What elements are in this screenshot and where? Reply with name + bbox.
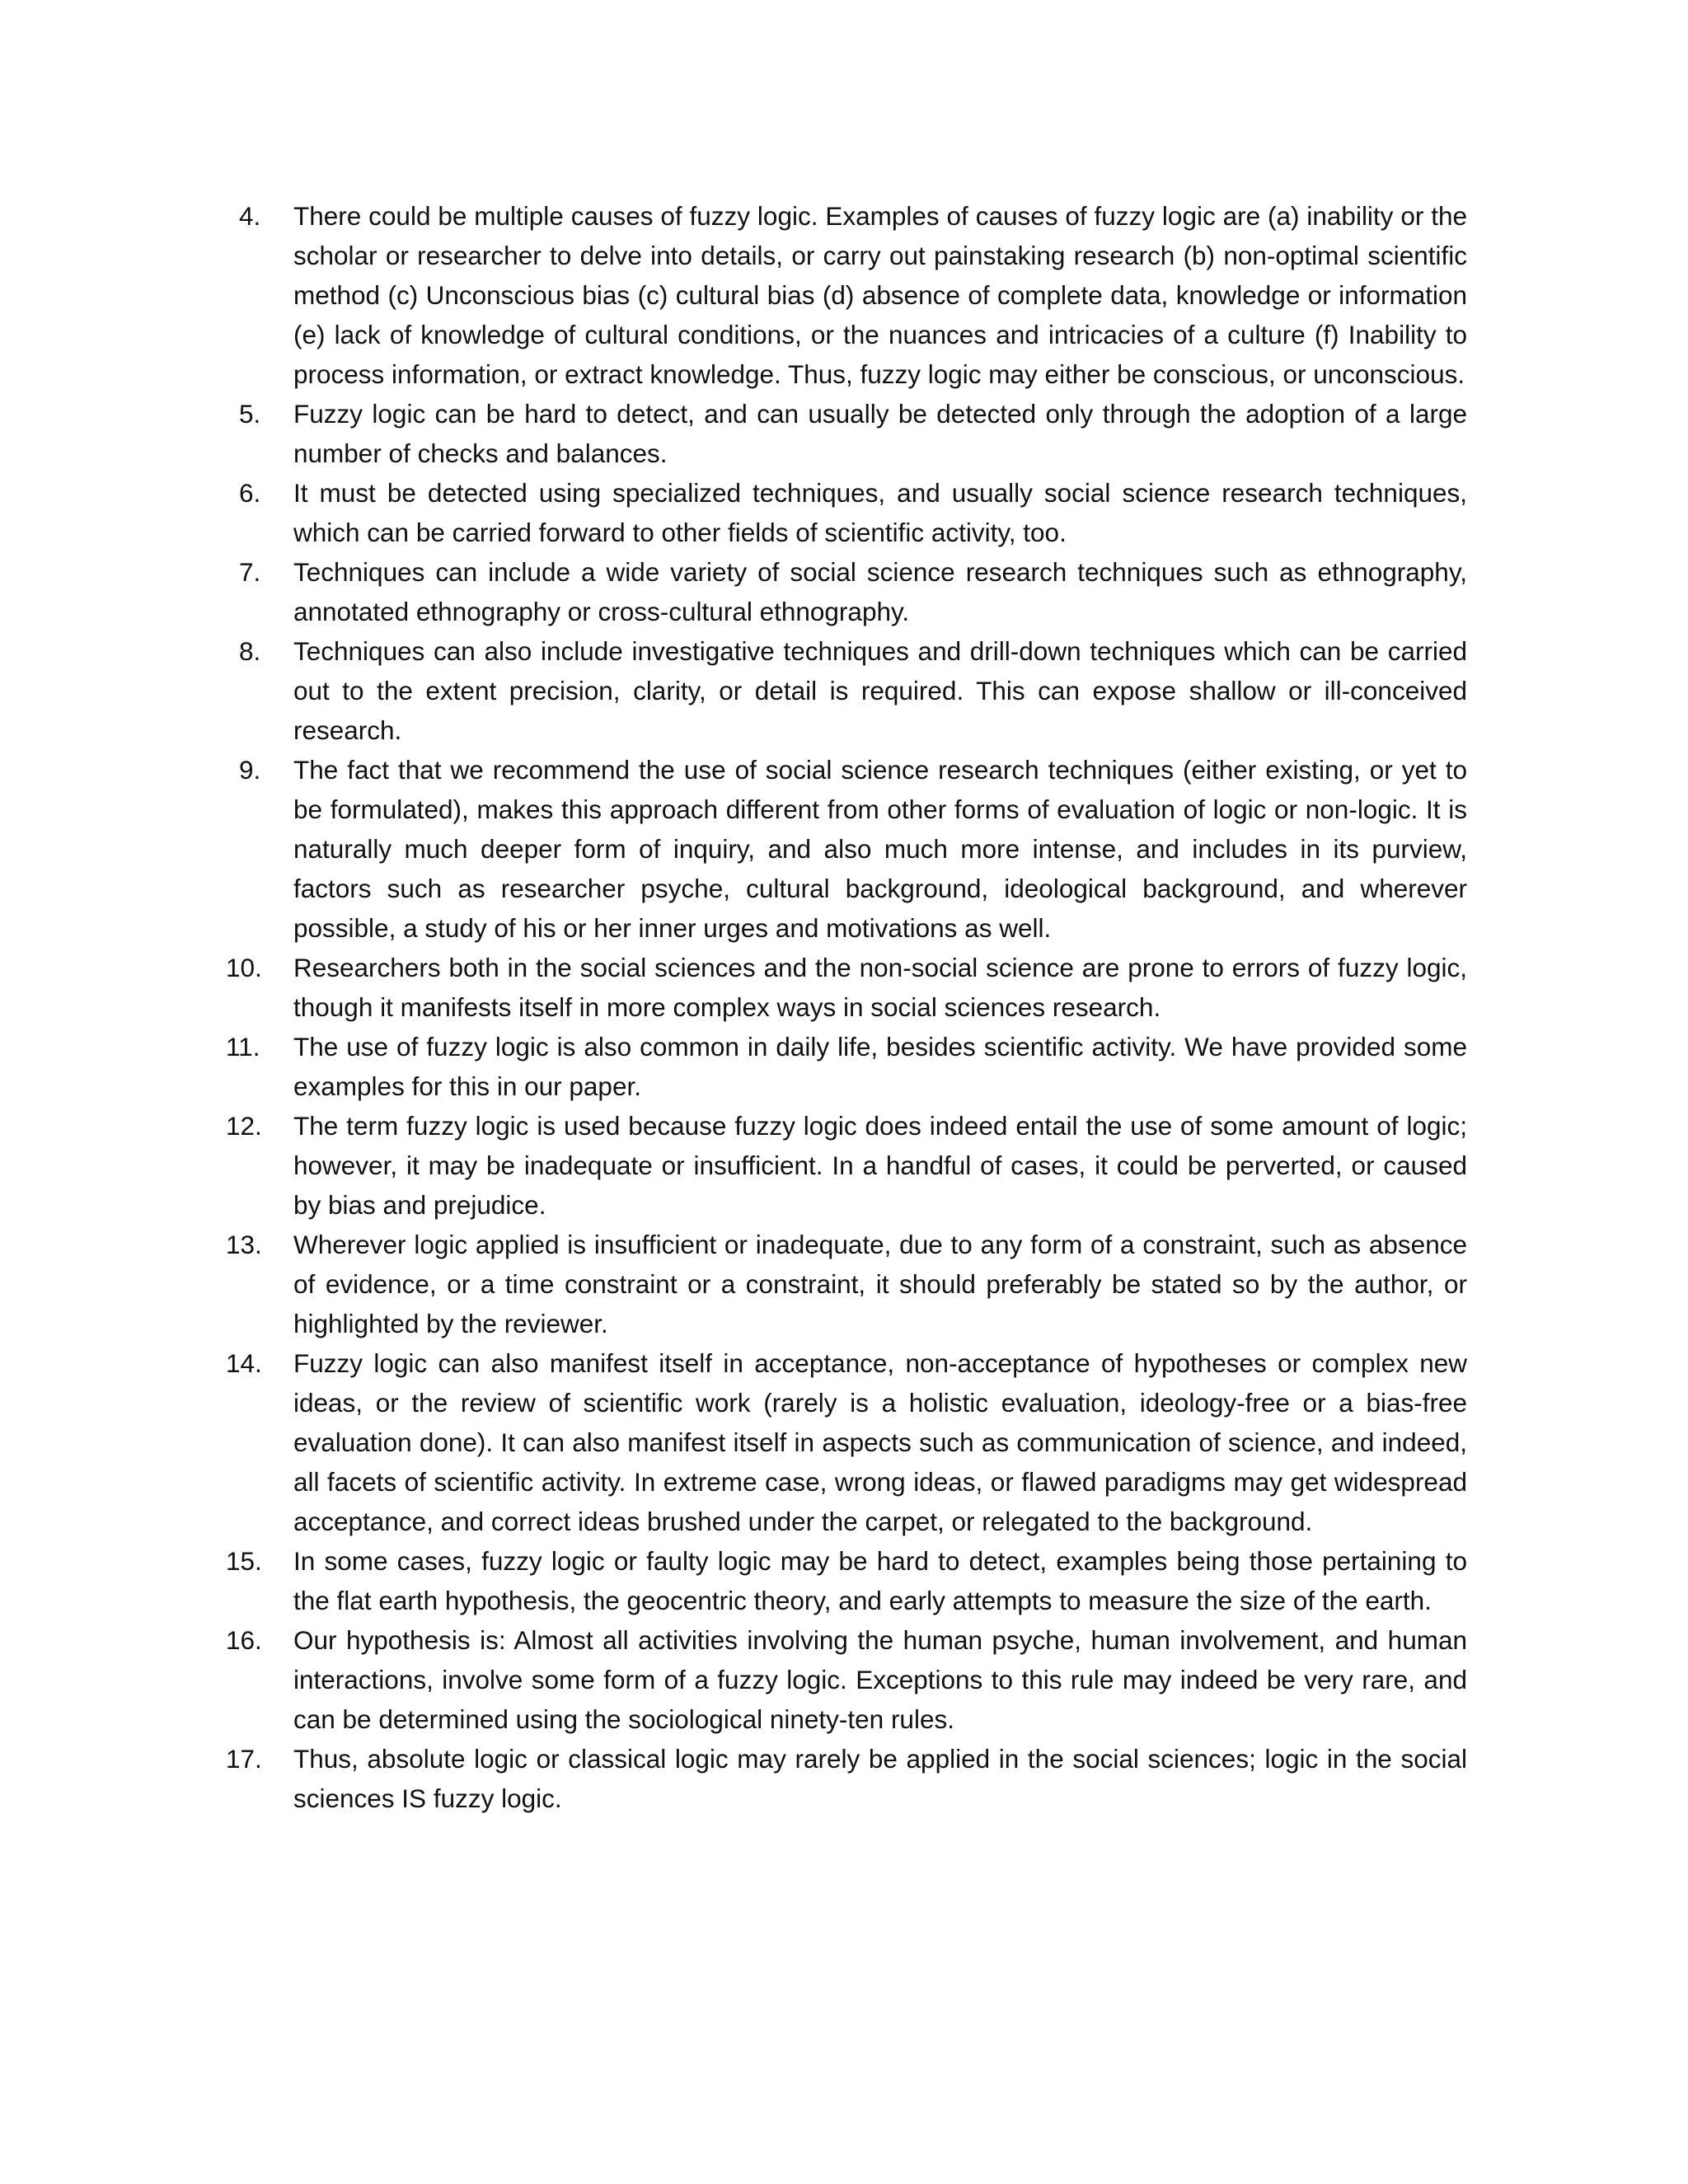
list-item-number: 17. bbox=[226, 1744, 262, 1774]
list-item-text: Thus, absolute logic or classical logic may rarely be applied in the social sciences; logic in the social sciences IS fuzzy logic. bbox=[293, 1744, 1467, 1813]
numbered-list bbox=[226, 196, 1467, 1818]
list-item bbox=[226, 948, 1467, 1027]
list-item-text: Fuzzy logic can be hard to detect, and can usually be detected only through the adoption of a large number of checks and balances. bbox=[293, 399, 1467, 468]
list-item bbox=[239, 750, 1467, 948]
list-item-text: Techniques can also include investigative techniques and drill-down techniques which can be carried out to the extent precision, clarity, or detail is required. This can expose shallow or ill-conceived research. bbox=[293, 636, 1467, 745]
list-item-number: 11. bbox=[226, 1032, 260, 1062]
list-item bbox=[239, 552, 1467, 631]
list-item-number: 7. bbox=[239, 557, 261, 587]
list-item-number: 10. bbox=[226, 953, 262, 982]
list-item-text: In some cases, fuzzy logic or faulty logic may be hard to detect, examples being those pertaining to the flat earth hypothesis, the geocentric theory, and early attempts to measure the size of the earth. bbox=[293, 1546, 1467, 1615]
list-item bbox=[226, 1027, 1467, 1106]
list-item-number: 16. bbox=[226, 1625, 262, 1655]
list-item-number: 6. bbox=[239, 478, 261, 508]
list-item-number: 12. bbox=[226, 1111, 262, 1141]
list-item-number: 15. bbox=[226, 1546, 262, 1576]
list-item bbox=[239, 394, 1467, 473]
list-item-text: Fuzzy logic can also manifest itself in acceptance, non-acceptance of hypotheses or complex new ideas, or the review of scientific work (rarely is a holistic evaluation, ideology-free or a bias-free evaluation done). It can also manifest itself in aspects such as communication of science, and indeed, all facets of scientific activity. In extreme case, wrong ideas, or flawed paradigms may get widespread acceptance, and correct ideas brushed under the carpet, or relegated to the background. bbox=[293, 1348, 1467, 1536]
list-item bbox=[239, 196, 1467, 394]
list-item bbox=[226, 1620, 1467, 1739]
list-item-number: 9. bbox=[239, 755, 261, 785]
list-item bbox=[226, 1343, 1467, 1541]
list-item bbox=[226, 1541, 1467, 1620]
list-item-number: 4. bbox=[239, 201, 261, 231]
list-item-number: 5. bbox=[239, 399, 261, 429]
list-item bbox=[226, 1739, 1467, 1818]
list-item-text: The use of fuzzy logic is also common in daily life, besides scientific activity. We have provided some examples for this in our paper. bbox=[293, 1032, 1467, 1101]
list-item-text: Researchers both in the social sciences and the non-social science are prone to errors of fuzzy logic, though it manifests itself in more complex ways in social sciences research. bbox=[293, 953, 1467, 1022]
list-item-text: There could be multiple causes of fuzzy logic. Examples of causes of fuzzy logic are (a) inability or the scholar or researcher to delve into details, or carry out painstaking research (b) non-optimal scientific method (c) Unconscious bias (c) cultural bias (d) absence of complete data, knowledge or information (e) lack of knowledge of cultural conditions, or the nuances and intricacies of a culture (f) Inability to process information, or extract knowledge. Thus, fuzzy logic may either be conscious, or unconscious. bbox=[293, 201, 1467, 389]
list-item bbox=[239, 473, 1467, 552]
list-item-text: The fact that we recommend the use of social science research techniques (either existing, or yet to be formulated), makes this approach different from other forms of evaluation of logic or non-logic. It is naturally much deeper form of inquiry, and also much more intense, and includes in its purview, factors such as researcher psyche, cultural background, ideological background, and wherever possible, a study of his or her inner urges and motivations as well. bbox=[293, 755, 1467, 943]
list-item-text: Wherever logic applied is insufficient or inadequate, due to any form of a constraint, such as absence of evidence, or a time constraint or a constraint, it should preferably be stated so by the author, or highlighted by the reviewer. bbox=[293, 1230, 1467, 1338]
list-item-number: 14. bbox=[226, 1348, 262, 1378]
list-item bbox=[226, 1225, 1467, 1343]
list-item-text: Techniques can include a wide variety of social science research techniques such as ethnography, annotated ethnography or cross-cultural ethnography. bbox=[293, 557, 1467, 626]
list-item-text: Our hypothesis is: Almost all activities involving the human psyche, human involvement, and human interactions, involve some form of a fuzzy logic. Exceptions to this rule may indeed be very rare, and can be determined using the sociological ninety-ten rules. bbox=[293, 1625, 1467, 1734]
list-item-text: The term fuzzy logic is used because fuzzy logic does indeed entail the use of some amount of logic; however, it may be inadequate or insufficient. In a handful of cases, it could be perverted, or caused by bias and prejudice. bbox=[293, 1111, 1467, 1220]
list-item-text: It must be detected using specialized techniques, and usually social science research techniques, which can be carried forward to other fields of scientific activity, too. bbox=[293, 478, 1467, 547]
list-item bbox=[226, 1106, 1467, 1225]
list-item-number: 13. bbox=[226, 1230, 262, 1259]
list-item bbox=[239, 631, 1467, 750]
list-item-number: 8. bbox=[239, 636, 261, 666]
